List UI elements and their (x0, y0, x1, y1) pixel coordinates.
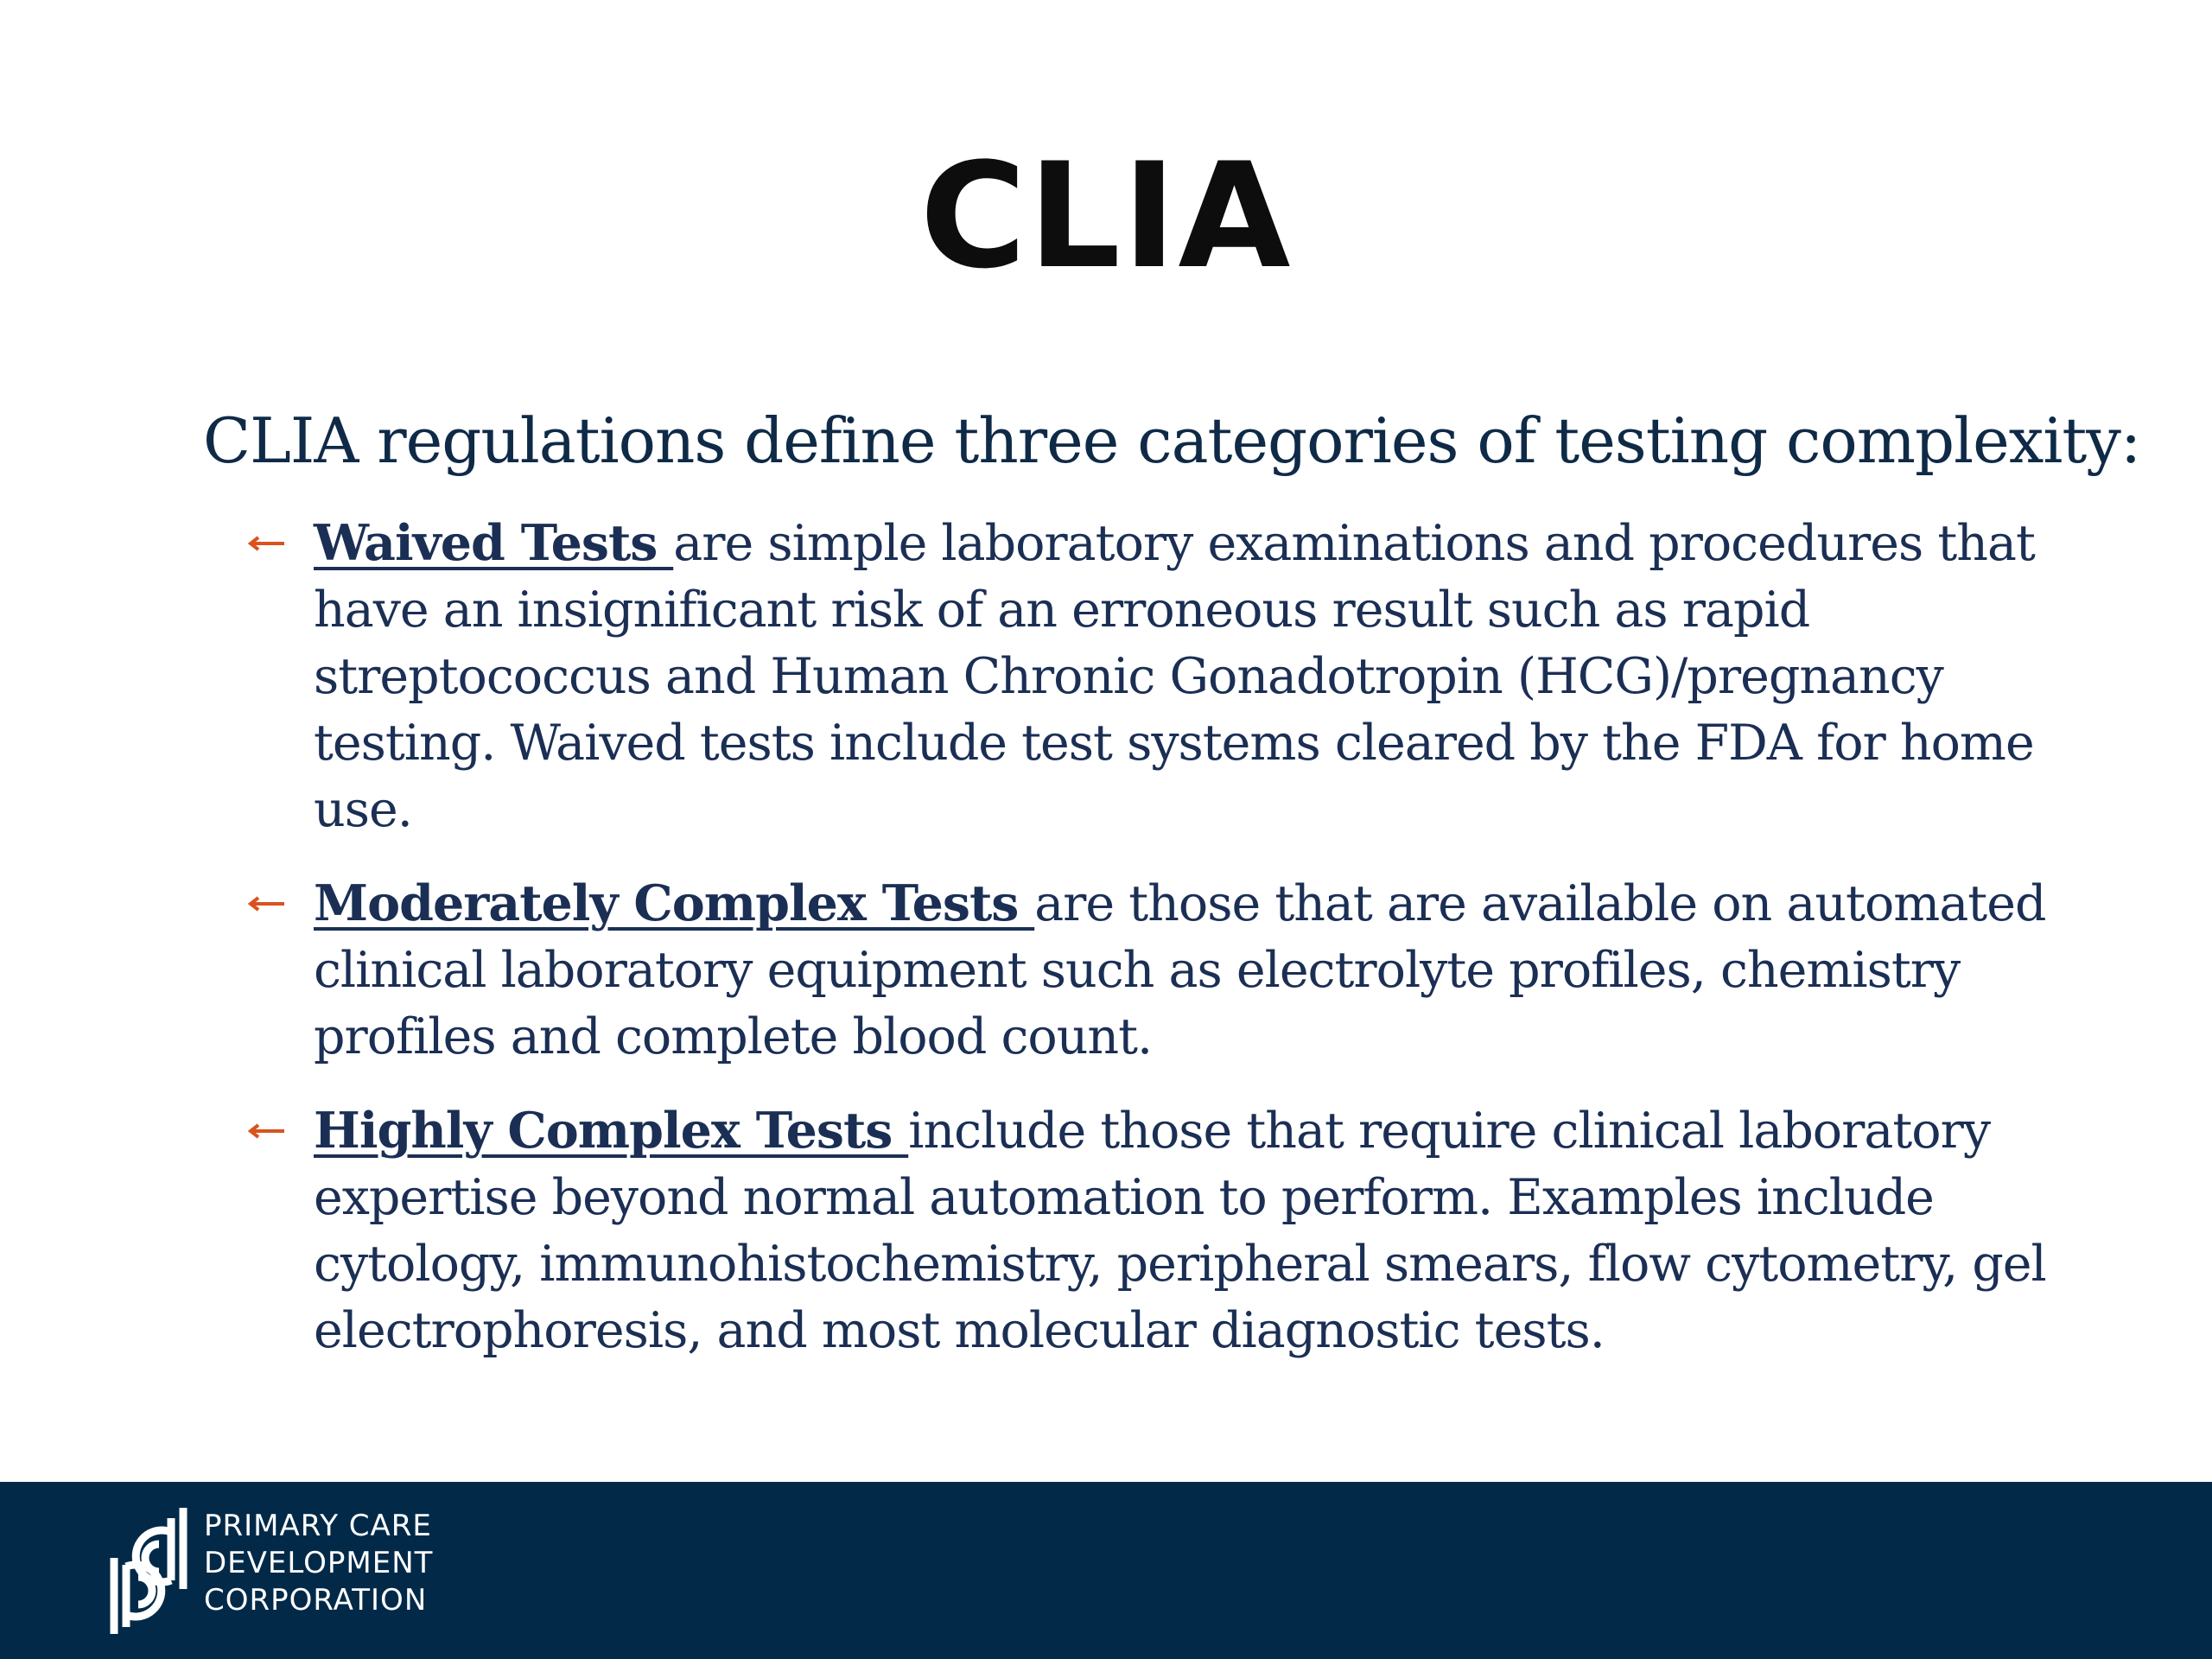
logo-line: PRIMARY CARE (204, 1509, 432, 1543)
bullet-text: include those that require clinical laboratory expertise beyond normal automation to perform. Examples include cytology, immunohistochemistry, peripheral smears, flow cytometry, gel electrophoresis, and most molecular diagnostic tests. (314, 1103, 2046, 1359)
term-waived-tests: Waived Tests (314, 514, 674, 572)
footer-bar (0, 1482, 2212, 1659)
arrow-left-icon (246, 870, 289, 937)
bullet-list (246, 510, 2087, 1391)
term-moderately-complex-tests: Moderately Complex Tests (314, 874, 1035, 932)
pcdc-logo-icon (109, 1506, 194, 1636)
arrow-left-icon (246, 510, 289, 576)
intro-text: CLIA regulations define three categories of testing complexity: (203, 404, 2141, 477)
pcdc-logo-text (204, 1508, 433, 1619)
logo-line: DEVELOPMENT (204, 1546, 434, 1580)
logo-line: CORPORATION (204, 1583, 428, 1618)
arrow-left-icon (246, 1097, 289, 1164)
slide-title: CLIA (919, 131, 1293, 301)
term-highly-complex-tests: Highly Complex Tests (314, 1102, 909, 1160)
bullet-highly-complex-tests (246, 1097, 2087, 1364)
bullet-text: are those that are available on automated clinical laboratory equipment such as electrolyte profiles, chemistry profiles and complete blood count. (314, 875, 2046, 1065)
bullet-waived-tests (246, 510, 2087, 843)
bullet-moderately-complex-tests (246, 870, 2087, 1071)
bullet-text: are simple laboratory examinations and procedures that have an insignificant risk of an erroneous result such as rapid streptococcus and Human Chronic Gonadotropin (HCG)/pregnancy testing. Waived tests include test systems cleared by the FDA for home use. (314, 515, 2035, 838)
